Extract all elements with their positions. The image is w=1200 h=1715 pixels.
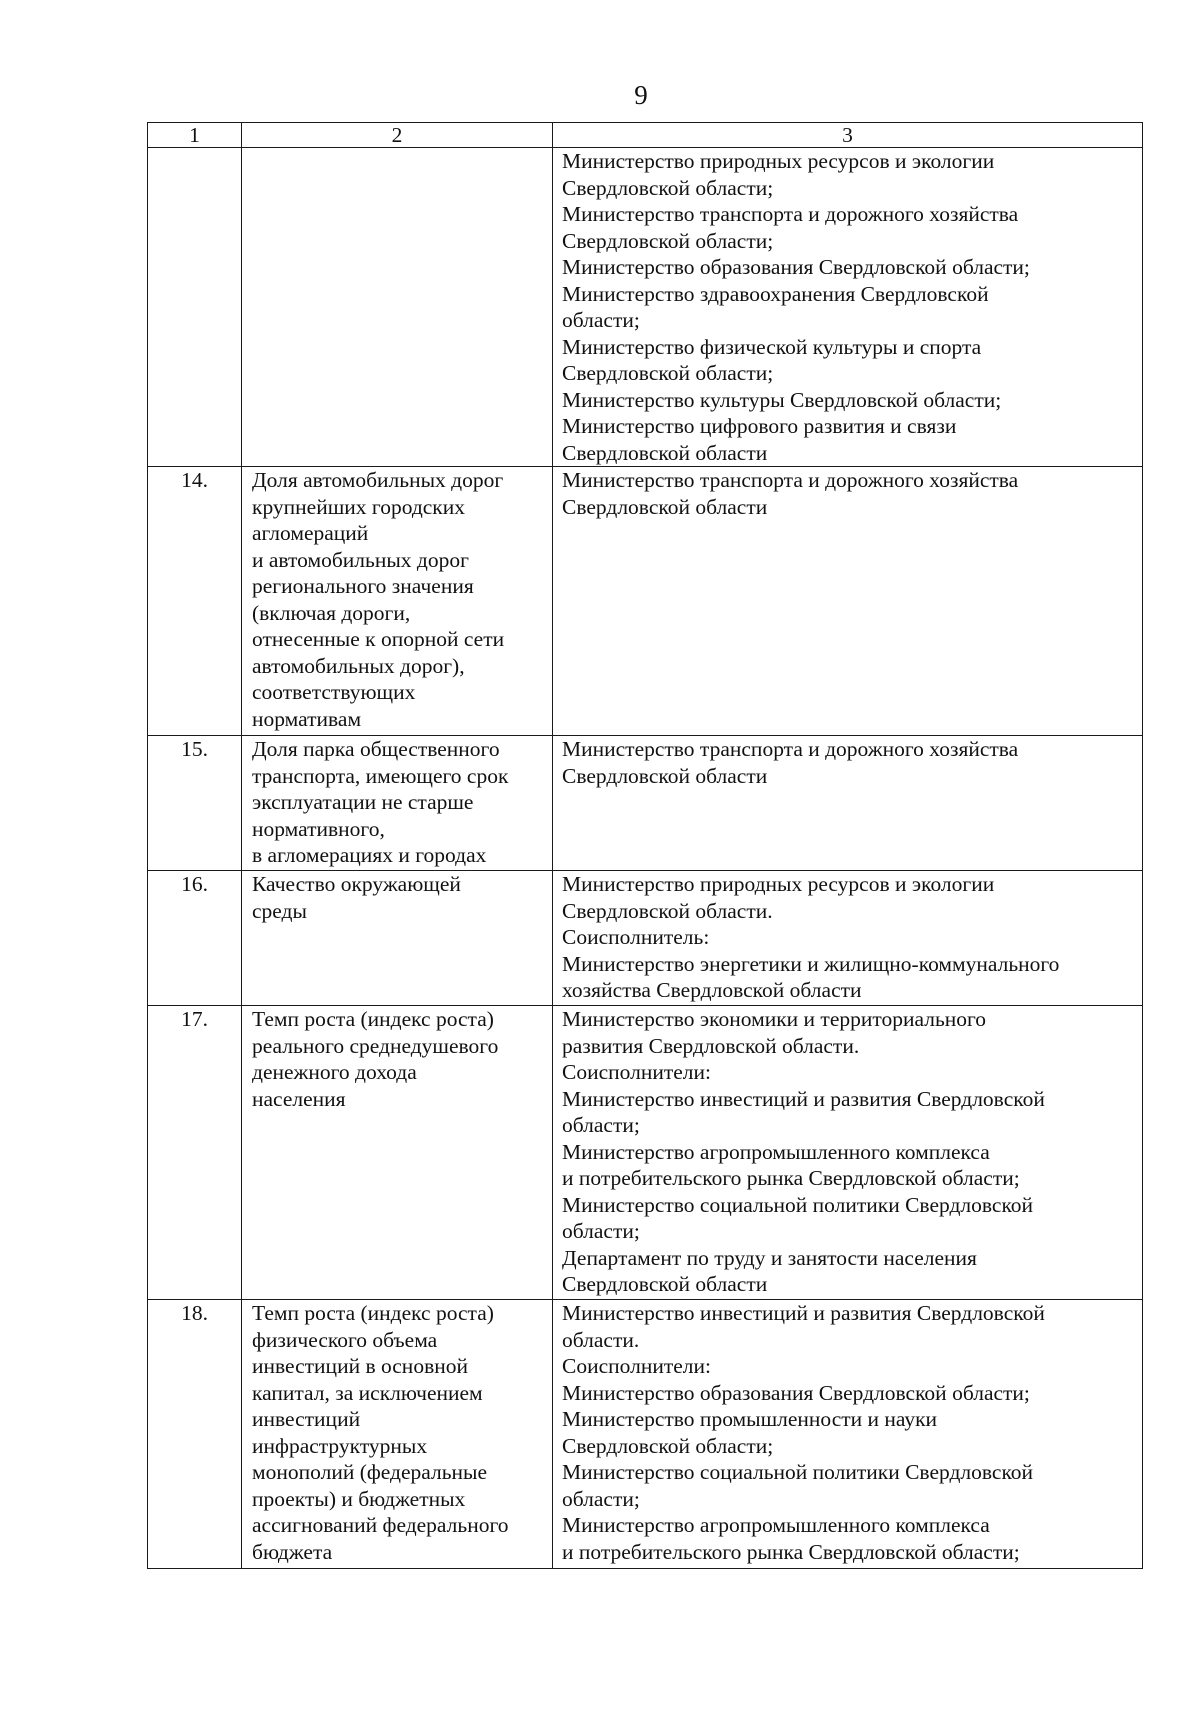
row-number [148,148,242,467]
indicator-cell: Качество окружающей среды [242,871,553,1006]
row-number: 14. [148,467,242,736]
column-header-1: 1 [148,123,242,148]
row-number: 15. [148,736,242,871]
indicator-cell: Доля автомобильных дорог крупнейших городских агломераций и автомобильных дорог регионального значения (включая дороги, отнесенные к опорной сети автомобильных дорог), соответствующих нормативам [242,467,553,736]
row-number: 18. [148,1300,242,1569]
page-number: 9 [634,80,648,110]
table-row [148,467,1143,736]
column-header-2: 2 [242,123,553,148]
column-header-3: 3 [553,123,1143,148]
table-row [148,148,1143,467]
table-row [148,871,1143,1006]
row-number: 16. [148,871,242,1006]
table-row [148,1300,1143,1569]
responsibility-table [147,122,1143,1569]
table-row [148,736,1143,871]
table-row [148,1006,1143,1300]
responsible-cell: Министерство природных ресурсов и экологии Свердловской области; Министерство транспорта и дорожного хозяйства Свердловской области; Министерство образования Свердловской области; Министерство здравоохранения Свердловской области; Министерство физической культуры и спорта Свердловской области; Министерство культуры Свердловской области; Министерство цифрового развития и связи Свердловской области [553,148,1143,467]
responsible-cell: Министерство инвестиций и развития Свердловской области. Соисполнители: Министерство образования Свердловской области; Министерство промышленности и науки Свердловской области; Министерство социальной политики Свердловской области; Министерство агропромышленного комплекса и потребительского рынка Свердловской области; [553,1300,1143,1569]
indicator-cell [242,148,553,467]
indicator-cell: Темп роста (индекс роста) реального среднедушевого денежного дохода населения [242,1006,553,1300]
indicator-cell: Темп роста (индекс роста) физического объема инвестиций в основной капитал, за исключением инвестиций инфраструктурных монополий (федеральные проекты) и бюджетных ассигнований федерального бюджета [242,1300,553,1569]
responsible-cell: Министерство природных ресурсов и экологии Свердловской области. Соисполнитель: Министерство энергетики и жилищно-коммунального хозяйства Свердловской области [553,871,1143,1006]
table-header-row [148,123,1143,148]
responsible-cell: Министерство транспорта и дорожного хозяйства Свердловской области [553,467,1143,736]
responsible-cell: Министерство экономики и территориального развития Свердловской области. Соисполнители: Министерство инвестиций и развития Свердловской области; Министерство агропромышленного комплекса и потребительского рынка Свердловской области; Министерство социальной политики Свердловской области; Департамент по труду и занятости населения Свердловской области [553,1006,1143,1300]
indicator-cell: Доля парка общественного транспорта, имеющего срок эксплуатации не старше нормативного, в агломерациях и городах [242,736,553,871]
row-number: 17. [148,1006,242,1300]
responsible-cell: Министерство транспорта и дорожного хозяйства Свердловской области [553,736,1143,871]
